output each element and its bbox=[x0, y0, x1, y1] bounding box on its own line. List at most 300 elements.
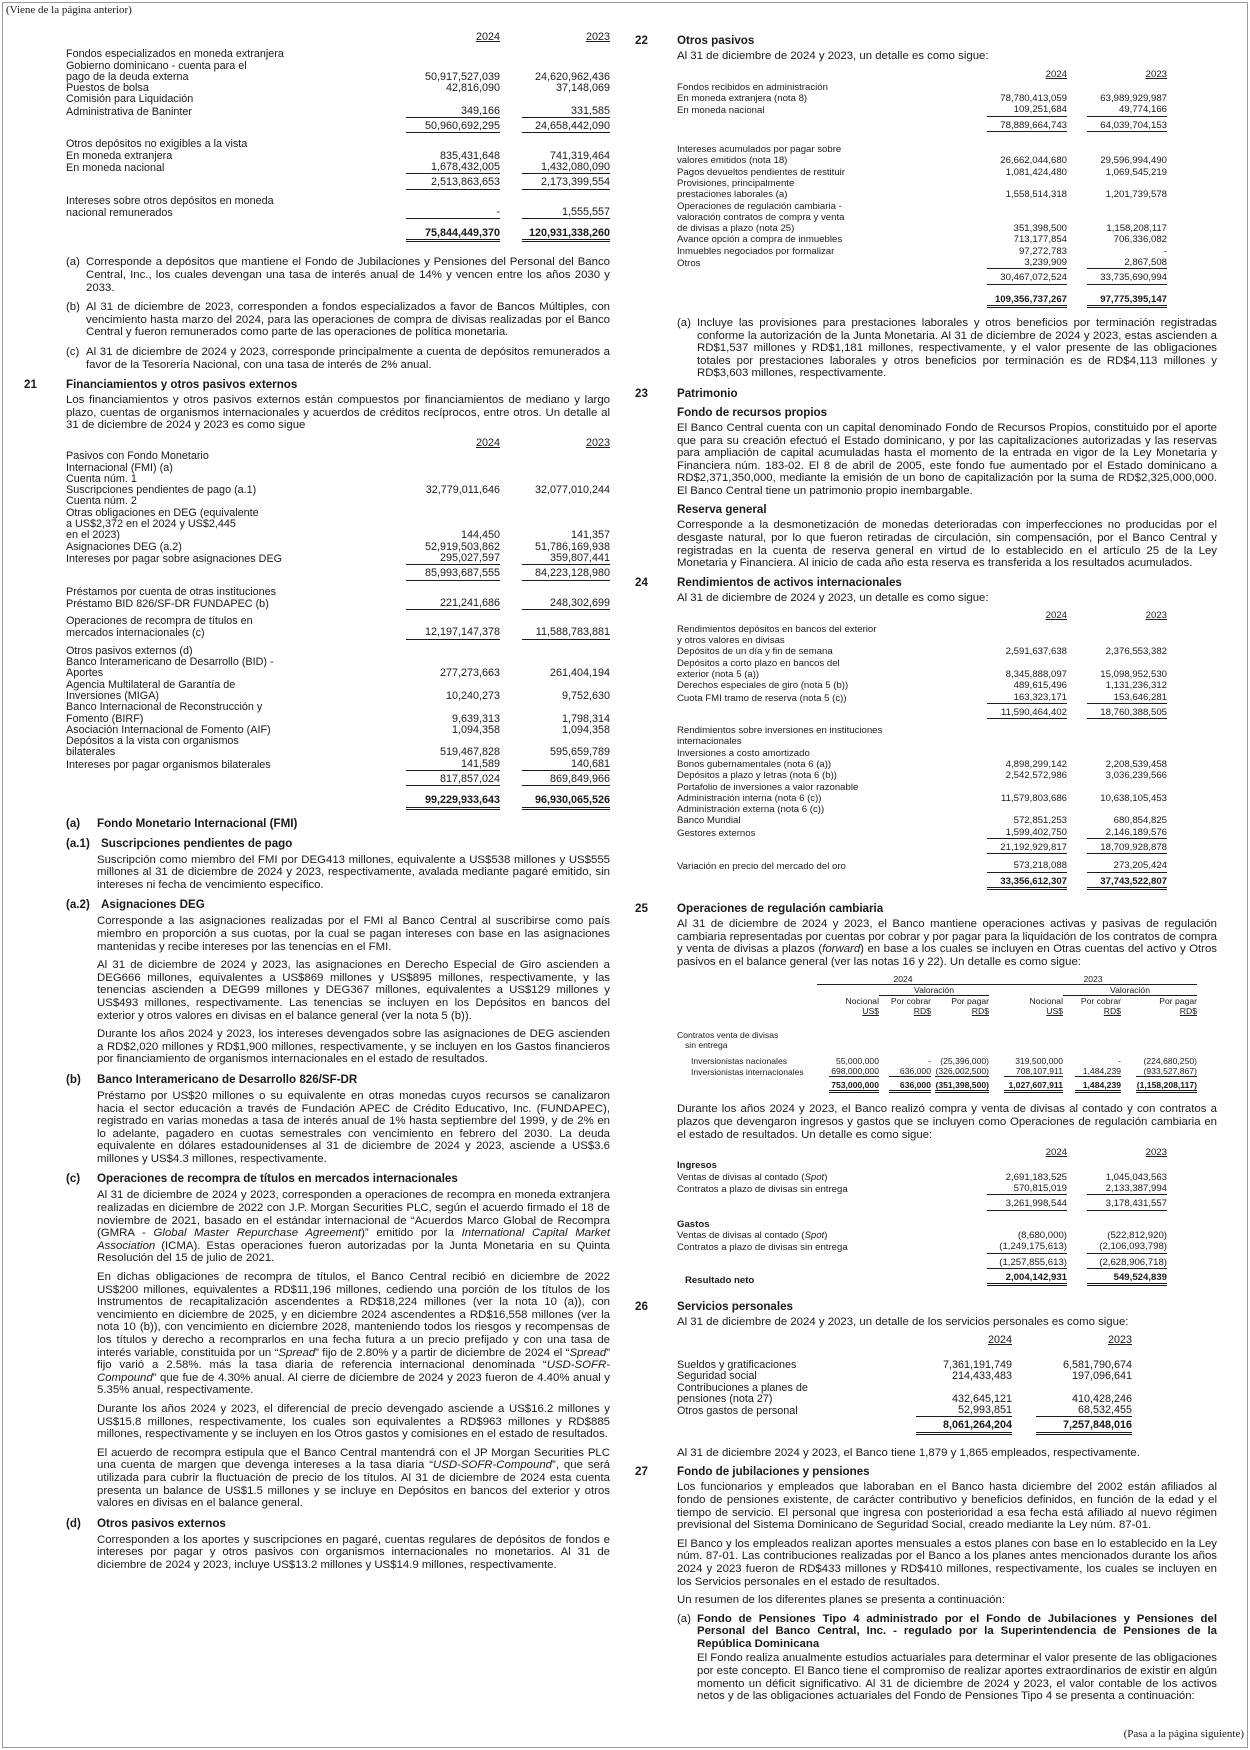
row-value-2024 bbox=[967, 658, 1067, 669]
table-row bbox=[677, 189, 1167, 200]
row-value-2024: 349,166 bbox=[382, 106, 500, 118]
table-row bbox=[677, 155, 1167, 166]
note-b-paragraph: Préstamo por US$20 millones o su equivalente en otras monedas cuyos recursos se canalizaron hacia el sector educación a través de Fundación APEC de Crédito Educativo, Inc. (FUNDAPEC), registrado en varias monedas a tasa de interés anual de 1% hasta septiembre del 1999, y de 2% en lo adelante, pagadero en cuotas semestrales con vencimiento en febrero del 2030. La deuda equivalente en dólares estadounidenses al 31 de diciembre de 2024 y 2023, asciende a US$3.6 millones y US$4.3 millones, respectivamente. bbox=[97, 1089, 610, 1165]
table-row bbox=[677, 269, 1167, 284]
row-value-2024: 1,599,402,750 bbox=[967, 827, 1067, 839]
left-column bbox=[24, 31, 611, 1578]
table-row bbox=[66, 747, 610, 758]
row-value-2024 bbox=[967, 804, 1067, 815]
row-label bbox=[66, 118, 382, 133]
section-21-title: 21 Financiamientos y otros pasivos externos bbox=[24, 378, 298, 392]
row-value-2023: 1,094,358 bbox=[561, 723, 610, 736]
row-value-2024 bbox=[967, 782, 1067, 793]
table-row bbox=[66, 106, 610, 118]
row-label: Intereses acumulados por pagar sobre bbox=[677, 144, 842, 156]
row-value-2023 bbox=[1067, 736, 1167, 747]
row-value-2023: 706,336,082 bbox=[1113, 234, 1167, 246]
section-26-intro: Al 31 de diciembre de 2024 y 2023, un detalle de los servicios personales es como sigue: bbox=[677, 1316, 1129, 1329]
note-a2-paragraph-3: Durante los años 2024 y 2023, los intereses devengados sobre las asignaciones de DEG ascienden a RD$2,020 millones y RD$1,900 millones, respectivamente, y se incluyen en los Gastos financieros por financiamiento de organismos internacionales en el estado de resultados. bbox=[97, 1028, 610, 1066]
row-label: bilaterales bbox=[66, 746, 116, 759]
row-value-2024: 78,780,413,059 bbox=[1000, 93, 1067, 105]
row-label: Fondos especializados en moneda extranjera bbox=[66, 48, 284, 61]
row-value-2024 bbox=[382, 508, 500, 519]
row-value-2024: 572,851,253 bbox=[1013, 815, 1067, 827]
personnel-services-table: 2024 2023 Sueldos y gratificaciones 7,361,191,749 6,581,790,674 Seguridad social 214,433,483 197,096,641 Contribuciones a planes de pensiones (nota 27) 432,645,121 410,428,246 Otros gastos de personal 52,993,851 68,532,455 8,061,264,204 7,257,848,016 bbox=[677, 1335, 1217, 1435]
continued-to-note: (Pasa a la página siguiente) bbox=[1123, 1728, 1244, 1740]
row-label: Otros bbox=[677, 258, 701, 270]
section-24-intro: Al 31 de diciembre de 2024 y 2023, un detalle es como sigue: bbox=[677, 591, 989, 604]
row-value-2024: 33,356,612,307 bbox=[967, 873, 1067, 890]
row-value-2024 bbox=[382, 49, 500, 60]
table-row bbox=[66, 759, 610, 771]
table-row bbox=[66, 151, 610, 162]
section-25-paragraph-2: Durante los años 2024 y 2023, el Banco realizó compra y venta de divisas al contado y con contratos a plazos que devengaron ingresos y gastos que se incluyen como Operaciones de regulación cambiaria en el estado de resultados. Un detalle es como sigue: bbox=[677, 1103, 1217, 1141]
own-resources-paragraph: El Banco Central cuenta con un capital denominado Fondo de Recursos Propios, constituido por el aporte que para su creación efectuó el Estado dominicano, y por las capitalizaciones autorizadas y las reservas para ampliación de capital acumuladas hasta el momento de la entrada en vigor de la Ley Monetaria y Financiera núm. 183-02. El 8 de abril de 2005, este fondo fue aumentado por el Estado dominicano a RD$2,371,350,000, mediante la emisión de un bono de capitalización por la suma de RD$2,325,000,000. El Banco Central tiene un patrimonio propio inembargable. bbox=[677, 421, 1217, 497]
row-value-2024: 50,960,692,295 bbox=[382, 118, 500, 133]
row-value-2023 bbox=[1067, 82, 1167, 93]
row-value-2023: 3,036,239,566 bbox=[1105, 770, 1167, 782]
row-value-2023: 15,098,952,530 bbox=[1100, 668, 1167, 680]
row-value-2023 bbox=[1067, 782, 1167, 793]
row-label bbox=[66, 792, 382, 809]
row-value-2024: 1,094,358 bbox=[451, 723, 500, 736]
table-row bbox=[677, 748, 1167, 759]
row-label: Rendimientos sobre inversiones en instituciones bbox=[677, 725, 883, 737]
row-value-2024: 489,615,496 bbox=[1013, 680, 1067, 692]
section-26-title: 26 Servicios personales bbox=[635, 1300, 793, 1314]
row-value-2024: 817,857,024 bbox=[382, 771, 500, 786]
note-a1-title: (a.1) Suscripciones pendientes de pago bbox=[66, 836, 293, 850]
table-row bbox=[677, 93, 1167, 104]
table-row bbox=[677, 291, 1167, 308]
section-22-note-a: (a) Incluye las provisiones para prestaciones laborales y otros beneficios por terminación registradas conforme la autorización de la Junta Monetaria. Al 31 de diciembre de 2024 y 2023, estas ascienden a RD$1,537 millones y RD$1,181 millones, respectivamente, y el valor presente de las obligaciones totales por prestaciones laborales y otros beneficios por terminación es de RD$4,113 millones y RD$3,603 millones, respectivamente. bbox=[677, 316, 1217, 380]
row-value-2023: 680,854,825 bbox=[1113, 815, 1167, 827]
row-value-2024: 26,662,044,680 bbox=[1000, 155, 1067, 167]
row-value-2023: 120,931,338,260 bbox=[500, 225, 610, 242]
row-value-2023: 2,146,189,576 bbox=[1067, 827, 1167, 839]
row-label: Operaciones de regulación cambiaria - bbox=[677, 200, 842, 212]
row-value-2023: 331,585 bbox=[500, 106, 610, 118]
table-row bbox=[66, 139, 610, 150]
table-row bbox=[677, 257, 1167, 269]
row-value-2024: 42,816,090 bbox=[445, 82, 500, 95]
row-value-2023: 84,223,128,980 bbox=[500, 565, 610, 580]
row-label: Rendimientos depósitos en bancos del exterior bbox=[677, 623, 877, 635]
row-label: Operaciones de recompra de títulos en bbox=[66, 615, 253, 628]
row-value-2023 bbox=[1067, 201, 1167, 212]
table-row bbox=[677, 827, 1167, 839]
forward-contracts-table: 2024 2023 Valoración Valoración Nocional Por cobrar Por pagar Nocional Por cobrar Por pagar US$ RD$ RD$ US$ RD$ RD$ Contratos venta de divisas sin entrega Inversionistas nacionales 55,000,000 - (25,396,000) 319,500,000 - (224,680,250) Inversionistas internacionales 698,000,000 636,000 (326,002,500) 708,107,911 1,484,239 (933,527,867) 753,000,000 636,000 (351,398,500) 1,027,607,911 1,484,239 (1,158,208,117) bbox=[677, 974, 1217, 1093]
row-value-2024: 8,061,264,204 bbox=[892, 1417, 1012, 1434]
note-b-title: (b) Banco Interamericano de Desarrollo 826/SF-DR bbox=[66, 1072, 358, 1086]
note-a2-paragraph-1: Corresponde a las asignaciones realizadas por el FMI al Banco Central al suscribirse como país miembro en proporción a sus cuotas, por la cual se pagan intereses con base en las asignaciones mantenidas y recibe intereses por las tenencias en el FMI. bbox=[97, 915, 610, 953]
row-label: En moneda nacional bbox=[66, 161, 165, 174]
table-row bbox=[677, 704, 1167, 719]
row-label: Puestos de bolsa bbox=[66, 82, 149, 95]
row-label: Pagos devueltos pendientes de restituir bbox=[677, 166, 845, 178]
row-value-2024 bbox=[967, 725, 1067, 736]
row-label: Comisión para Liquidación bbox=[66, 93, 194, 106]
row-value-2023 bbox=[500, 508, 610, 519]
pension-fund-type-4: (a) Fondo de Pensiones Tipo 4 administrado por el Fondo de Jubilaciones y Pensiones del Personal del Banco Central, Inc. - regulado por la Superintendencia de Pensiones de la República Dominicana El Fondo realiza anualmente estudios actuariales para determinar el valor presente de las obligaciones por este concepto. El Banco tiene el compromiso de realizar aportes extraordinarios de existir en algún momento un déficit significativo. Al 31 de diciembre de 2024 y 2023, el valor contable de los activos netos y de las obligaciones actuariales del Fondo de Pensiones Tipo 4 se presenta a continuación: bbox=[677, 1612, 1217, 1703]
table-row bbox=[66, 174, 610, 189]
row-label: Banco Mundial bbox=[677, 815, 741, 827]
row-value-2024: 2,513,863,653 bbox=[382, 174, 500, 189]
row-label: Seguridad social bbox=[677, 1370, 757, 1383]
row-value-2024: 141,589 bbox=[382, 759, 500, 771]
row-label: en el 2023) bbox=[66, 529, 121, 542]
row-value-2023: 273,205,424 bbox=[1067, 860, 1167, 872]
row-value-2024: 295,027,597 bbox=[382, 553, 500, 565]
row-label: Pasivos con Fondo Monetario bbox=[66, 450, 209, 463]
row-label: prestaciones laborales (a) bbox=[677, 189, 788, 201]
table-row bbox=[66, 463, 610, 474]
row-label: Fomento (BIRF) bbox=[66, 712, 144, 725]
row-label: de divisas a plazo (nota 25) bbox=[677, 223, 795, 235]
table-row bbox=[677, 1405, 1132, 1417]
row-label: Suscripciones pendientes de pago (a.1) bbox=[66, 484, 257, 497]
row-value-2024 bbox=[382, 196, 500, 207]
section-22-intro: Al 31 de diciembre de 2024 y 2023, un detalle es como sigue: bbox=[677, 50, 989, 62]
row-label: a US$2,372 en el 2024 y US$2,445 bbox=[66, 518, 236, 531]
row-value-2023 bbox=[1067, 624, 1167, 635]
row-label bbox=[677, 873, 967, 890]
section-24-title: 24 Rendimientos de activos internacionales bbox=[635, 575, 902, 589]
table-row bbox=[677, 624, 1167, 635]
note-d-paragraph: Corresponden a los aportes y suscripciones en pagaré, cuentas regulares de depósitos de fondos e intereses por pagar y otros pasivos con organismos internacionales no monetarios. Al 31 de diciembre de 2024 y 2023, incluye US$13.2 millones y US$14.9 millones, respectivamente. bbox=[97, 1533, 610, 1571]
row-value-2023: 595,659,789 bbox=[549, 746, 610, 759]
row-value-2024: 713,177,854 bbox=[1013, 234, 1067, 246]
row-label: Préstamo BID 826/SF-DR FUNDAPEC (b) bbox=[66, 597, 269, 610]
row-value-2024 bbox=[967, 212, 1067, 223]
row-value-2024: 32,779,011,646 bbox=[425, 484, 500, 497]
row-value-2024: 1,558,514,318 bbox=[1005, 189, 1067, 201]
row-value-2023: 32,077,010,244 bbox=[534, 484, 610, 497]
row-value-2023: 97,775,395,147 bbox=[1067, 291, 1167, 308]
row-label: Otros depósitos no exigibles a la vista bbox=[66, 138, 248, 151]
row-label: Intereses por pagar sobre asignaciones DEG bbox=[66, 552, 283, 565]
table-row bbox=[677, 815, 1167, 826]
row-value-2023: 2,376,553,382 bbox=[1105, 646, 1167, 658]
fx-results-table: 2024 2023 Ingresos Ventas de divisas al contado (Spot) 2,691,183,525 1,045,043,563 Contratos a plazo de divisas sin entrega 570,815,019 2,133,387,994 3,261,998,544 3,178,431,557 Gastos Ventas de divisas al contado (Spot) (8,680,000) (522,812,920) Contratos a plazo de divisas sin entrega (1,249,175,613) (2,106,093,798) (1,257,855,613) (2,628,906,718) Resultado neto 2,004,142,931 549,524,839 bbox=[677, 1147, 1167, 1286]
row-label: Contribuciones a planes de bbox=[677, 1381, 808, 1394]
row-value-2024: 4,898,299,142 bbox=[1005, 759, 1067, 770]
note-c-paragraph-2: En dichas obligaciones de recompra de títulos, el Banco Central recibió en diciembre de 2022 US$200 millones, equivalentes a RD$11,196 millones, cediendo una porción de los títulos de los Instrumentos de recapitalización ascendentes a RD$18,224 millones (ver la nota 10 (a)), con vencimiento en diciembre de 2025, y en diciembre 2024 ascendentes a RD$16,558 millones (ver la nota 10 (b)), con vencimiento en diciembre 2028, manteniendo todos los riesgos y recompensas de los títulos y derecho a recomprarlos en una fecha futura a un precio prefijado y con una tasa de interés variable, constituida por un “Spread” fijo de 2.80% y a partir de diciembre de 2024 el “Spread” fijo varió a 2.58%. más la tasa diaria de referencia internacional denominada “USD-SOFR-Compound” que fue de 4.30% anual. Al cierre de diciembre de 2024 y 2023 fueron de 4.40% anual y 5.35% anual, respectivamente. bbox=[97, 1271, 610, 1397]
row-value-2023: 7,257,848,016 bbox=[1012, 1417, 1132, 1434]
row-value-2023: - bbox=[1163, 245, 1167, 257]
table-row bbox=[66, 616, 610, 627]
note-d-title: (d) Otros pasivos externos bbox=[66, 1516, 226, 1530]
section-27-title: 27 Fondo de jubilaciones y pensiones bbox=[635, 1465, 870, 1479]
row-value-2023: 10,638,105,453 bbox=[1100, 792, 1167, 804]
table-row bbox=[677, 669, 1167, 680]
row-label: Cuota FMI tramo de reserva (nota 5 (c)) bbox=[677, 692, 847, 704]
row-label: internacionales bbox=[677, 736, 742, 748]
row-value-2023 bbox=[500, 646, 610, 657]
row-value-2023: 24,620,962,436 bbox=[534, 70, 610, 83]
table-row bbox=[677, 1417, 1132, 1434]
row-value-2024: 11,590,464,402 bbox=[967, 704, 1067, 719]
row-label bbox=[677, 117, 967, 132]
row-value-2023 bbox=[500, 451, 610, 462]
row-value-2024: 75,844,449,370 bbox=[382, 225, 500, 242]
row-label: Derechos especiales de giro (nota 5 (b)) bbox=[677, 680, 849, 692]
row-value-2023: 64,039,704,153 bbox=[1067, 117, 1167, 132]
general-reserve-paragraph: Corresponde a la desmonetización de monedas deterioradas con imperfecciones no producidas por el desgaste natural, por lo que fueron retiradas de circulación, sin compensación, por el Banco Central y registradas en la cuenta de reserva general en virtud de lo establecido en el artículo 25 de la Ley Monetaria y Financiera. Al inicio de cada año esta reserva es transferida a los resultados acumulados. bbox=[677, 519, 1217, 570]
row-value-2023 bbox=[1067, 212, 1167, 223]
table-row bbox=[677, 223, 1167, 234]
row-label: Inversiones a costo amortizado bbox=[677, 747, 810, 759]
row-label: Internacional (FMI) (a) bbox=[66, 461, 173, 474]
row-value-2023 bbox=[1067, 635, 1167, 646]
table-row bbox=[66, 519, 610, 530]
row-label: En moneda extranjera (nota 8) bbox=[677, 93, 808, 105]
deposit-note-c: (c) Al 31 de diciembre de 2024 y 2023, corresponde principalmente a cuenta de depósitos remunerados a favor de la Tesorería Nacional, con una tasa de interés de 2% anual. bbox=[66, 346, 610, 371]
row-value-2024 bbox=[967, 82, 1067, 93]
row-value-2023: 410,428,246 bbox=[1071, 1392, 1132, 1405]
section-26-outro: Al 31 de diciembre 2024 y 2023, el Banco tiene 1,879 y 1,865 empleados, respectivamente. bbox=[677, 1446, 1140, 1459]
row-value-2024: 99,229,933,643 bbox=[382, 792, 500, 809]
right-column bbox=[635, 32, 1218, 1710]
table-row bbox=[66, 792, 610, 809]
row-label bbox=[66, 174, 382, 189]
financing-table: 2024 2023 Pasivos con Fondo Monetario Internacional (FMI) (a) Cuenta núm. 1 Suscripciones pendientes de pago (a.1) 32,779,011,646 32,077,010,244 Cuenta núm. 2 Otras obligaciones en DEG (equivalente a US$2,372 en el 2024 y US$2,445 en el 2023) 144,450 141,357 Asignaciones DEG (a.2) 52,919,503,862 51,786,169,938 Intereses por pagar sobre asignaciones DEG 295,027,597 359,807,441 85,993,687,555 84,223,128,980 Préstamos por cuenta de otras instituciones Préstamo BID 826/SF-DR FUNDAPEC (b) 221,241,686 248,302,699 Operaciones de recompra de títulos en mercados internacionales (c) 12,197,147,378 11,588,783,881 Otros pasivos externos (d) Banco Interamericano de Desarrollo (BID) - Aportes 277,273,663 261,404,194 Agencia Multilateral de Garantía de Inversiones (MIGA) 10,240,273 9,752,630 Banco Internacional de Reconstrucción y Fomento (BIRF) 9,639,313 1,798,314 Asociación Internacional de Fomento (AIF) 1,094,358 1,094,358 Depósitos a la vista con organismos bilaterales 519,467,828 595,659,789 Intereses por pagar organismos bilaterales 141,589 140,681 817,857,024 869,849,966 99,229,933,643 96,930,065,526 bbox=[66, 438, 610, 810]
row-label: Intereses por pagar organismos bilaterales bbox=[66, 758, 271, 771]
table-row bbox=[66, 207, 610, 219]
table-row bbox=[677, 82, 1167, 93]
table-row bbox=[677, 167, 1167, 178]
row-value-2024: 30,467,072,524 bbox=[967, 269, 1067, 284]
row-label bbox=[677, 291, 967, 308]
table-row bbox=[66, 657, 610, 668]
row-value-2024: 144,450 bbox=[460, 529, 500, 542]
row-label: valoración contratos de compra y venta bbox=[677, 211, 845, 223]
row-value-2023: 1,069,545,219 bbox=[1105, 166, 1167, 178]
row-value-2023: 68,532,455 bbox=[1012, 1405, 1132, 1417]
row-value-2024: 7,361,191,749 bbox=[942, 1358, 1012, 1371]
row-label: Fondos recibidos en administración bbox=[677, 81, 828, 93]
row-value-2023: 741,319,464 bbox=[549, 149, 610, 162]
row-value-2023: 1,432,080,090 bbox=[500, 162, 610, 174]
table-row bbox=[677, 212, 1167, 223]
row-label: Otros gastos de personal bbox=[677, 1405, 798, 1418]
row-value-2023: 29,596,994,490 bbox=[1100, 155, 1167, 167]
deposit-note-a: (a) Corresponde a depósitos que mantiene el Fondo de Jubilaciones y Pensiones del Personal del Banco Central, Inc., los cuales devengan una tasa de interés anual de 14% y vencen entre los años 2030 y 2033. bbox=[66, 256, 610, 294]
row-value-2023 bbox=[1067, 658, 1167, 669]
section-22-title: 22 Otros pasivos bbox=[635, 34, 755, 47]
note-a2-paragraph-2: Al 31 de diciembre de 2024 y 2023, las asignaciones en Derecho Especial de Giro ascienden a DEG666 millones, equivalentes a US$869 millones y US$895 millones, respectivamente, y las tenencias ascienden a DEG99 millones y DEG367 millones, equivalentes a US$129 millones y US$493 millones, respectivamente. Las tenencias se incluyen en los Depósitos en bancos del exterior y otros valores en divisas en el balance general (ver la nota 5 (b)). bbox=[97, 959, 610, 1022]
row-value-2024: 221,241,686 bbox=[382, 598, 500, 610]
row-value-2024 bbox=[967, 178, 1067, 189]
table-row bbox=[66, 196, 610, 207]
row-label: Cuenta núm. 1 bbox=[66, 472, 137, 485]
deposits-table bbox=[66, 32, 610, 242]
row-label: Inversiones (MIGA) bbox=[66, 689, 159, 702]
row-value-2024: 1,678,432,005 bbox=[382, 162, 500, 174]
table-row bbox=[66, 627, 610, 639]
row-value-2023: 96,930,065,526 bbox=[500, 792, 610, 809]
row-label: Otros pasivos externos (d) bbox=[66, 644, 193, 657]
row-label bbox=[66, 225, 382, 242]
row-value-2024 bbox=[967, 624, 1067, 635]
row-value-2024: 52,993,851 bbox=[892, 1405, 1012, 1417]
table-row bbox=[677, 246, 1167, 257]
table-row bbox=[677, 646, 1167, 657]
row-value-2024: 109,251,684 bbox=[967, 104, 1067, 116]
row-value-2023: 33,735,690,994 bbox=[1067, 269, 1167, 284]
table-row bbox=[677, 658, 1167, 669]
table-row bbox=[66, 668, 610, 679]
table-row bbox=[66, 94, 610, 105]
row-value-2023: 37,148,069 bbox=[555, 82, 610, 95]
row-value-2023: 359,807,441 bbox=[500, 553, 610, 565]
row-label: mercados internacionales (c) bbox=[66, 627, 205, 640]
row-value-2024: 163,323,171 bbox=[967, 692, 1067, 704]
row-value-2024: 2,542,572,986 bbox=[1005, 770, 1067, 782]
table-row bbox=[677, 1371, 1132, 1382]
row-label: Depósitos a corto plazo en bancos del bbox=[677, 657, 840, 669]
row-label: Bonos gubernamentales (nota 6 (a)) bbox=[677, 759, 832, 770]
table-row bbox=[66, 225, 610, 242]
table-row bbox=[677, 770, 1167, 781]
row-value-2024 bbox=[967, 748, 1067, 759]
row-value-2024: 8,345,888,097 bbox=[1005, 668, 1067, 680]
row-value-2023: 1,555,557 bbox=[500, 207, 610, 219]
general-reserve-subtitle: Reserva general bbox=[677, 503, 767, 517]
note-c-paragraph-3: Durante los años 2024 y 2023, el diferencial de precio devengado asciende a US$16.2 millones y US$15.8 millones, respectivamente, los cuales son equivalentes a RD$963 millones y RD$885 millones, respectivamente y se incluyen en los Otros gastos y comisiones en el estado de resultados. bbox=[97, 1402, 610, 1441]
row-value-2023: 153,646,281 bbox=[1067, 692, 1167, 704]
row-label: Depósitos a plazo y letras (nota 6 (b)) bbox=[677, 770, 837, 782]
row-label: Agencia Multilateral de Garantía de bbox=[66, 678, 236, 691]
row-label: En moneda nacional bbox=[677, 105, 765, 117]
row-label: Administrativa de Baninter bbox=[66, 105, 193, 118]
row-value-2023: 51,786,169,938 bbox=[534, 540, 610, 553]
row-label: y otros valores en divisas bbox=[677, 635, 785, 647]
row-value-2024: 109,356,737,267 bbox=[967, 291, 1067, 308]
table-row bbox=[677, 759, 1167, 770]
row-value-2024: 85,993,687,555 bbox=[382, 565, 500, 580]
table-row bbox=[66, 702, 610, 713]
row-value-2023: 248,302,699 bbox=[500, 598, 610, 610]
row-value-2024: 835,431,648 bbox=[439, 149, 500, 162]
table-row bbox=[677, 873, 1167, 890]
row-value-2024: 573,218,088 bbox=[967, 860, 1067, 872]
row-value-2024 bbox=[967, 736, 1067, 747]
note-c-paragraph-1: Al 31 de diciembre de 2024 y 2023, corresponden a operaciones de recompra en moneda extranjera realizadas en diciembre de 2022 con J.P. Morgan Securities PLC, según el acuerdo firmado el 18 de noviembre de 2021, basado en el estándar internacional de “Acuerdos Marco Global de Recompra (GMRA - Global Master Repurchase Agreement)” emitido por la International Capital Market Association (ICMA). Estas operaciones fueron autorizadas por la Junta Monetaria en su Quinta Resolución del 15 de julio de 2021. bbox=[97, 1189, 611, 1265]
row-label: Banco Interamericano de Desarrollo (BID) - bbox=[66, 656, 274, 669]
row-value-2024: 97,272,783 bbox=[1018, 245, 1067, 257]
row-label: Banco Internacional de Reconstrucción y bbox=[66, 701, 263, 714]
row-label: Depósitos a la vista con organismos bbox=[66, 735, 239, 748]
row-value-2024 bbox=[967, 144, 1067, 155]
table-row bbox=[677, 234, 1167, 245]
table-row bbox=[677, 201, 1167, 212]
row-label: Gestores externos bbox=[677, 827, 756, 839]
note-c-paragraph-4: El acuerdo de recompra estipula que el Banco Central mantendrá con el JP Morgan Securities PLC una cuenta de margen que devenga intereses a la tasa diaria “USD-SOFR-Compound”, que será utilizada para cubrir la fluctuación de precio de los títulos. Al 31 de diciembre de 2024 esta cuenta presenta un balance de US$1.5 millones y se incluye en Depósitos en bancos del exterior y otros valores en divisas en el balance general. bbox=[97, 1446, 611, 1510]
table-row bbox=[66, 598, 610, 610]
row-value-2023: 141,357 bbox=[570, 529, 610, 542]
section-27-paragraph-2: El Banco y los empleados realizan aportes mensuales a estos planes con base en lo establecido en la Ley núm. 87-01. Las contribuciones realizadas por el Banco a los planes antes mencionados durante los años 2024 y 2023 fueron de RD$433 millones y RD$410 millones, respectivamente, los cuales se incluyen en los Servicios personales en el estado de resultados. bbox=[677, 1537, 1217, 1588]
row-value-2024: 432,645,121 bbox=[951, 1392, 1012, 1405]
row-value-2023: 1,158,208,117 bbox=[1106, 223, 1167, 235]
table-row bbox=[677, 117, 1167, 132]
table-row bbox=[677, 635, 1167, 646]
row-label bbox=[677, 839, 967, 854]
row-label bbox=[677, 269, 967, 284]
row-value-2024 bbox=[382, 463, 500, 474]
table-row bbox=[677, 839, 1167, 854]
row-label: valores emitidos (nota 18) bbox=[677, 155, 788, 167]
row-value-2023: 49,774,166 bbox=[1067, 104, 1167, 116]
row-value-2023 bbox=[1067, 748, 1167, 759]
row-label: pago de la deuda externa bbox=[66, 70, 189, 83]
table-row bbox=[66, 771, 610, 786]
table-row bbox=[677, 104, 1167, 116]
row-value-2023 bbox=[1067, 178, 1167, 189]
row-value-2024: 351,398,500 bbox=[1013, 223, 1067, 235]
table-row bbox=[66, 485, 610, 496]
row-value-2023: 37,743,522,807 bbox=[1067, 873, 1167, 890]
table-row bbox=[66, 530, 610, 541]
row-label: Portafolio de inversiones a valor razonable bbox=[677, 781, 859, 793]
row-label bbox=[66, 565, 382, 580]
international-assets-table: 2024 2023 Rendimientos depósitos en bancos del exterior y otros valores en divisas Depósitos de un día y fin de semana 2,591,637,638 2,376,553,382 Depósitos a corto plazo en bancos del exterior (nota 5 (a)) 8,345,888,097 15,098,952,530 Derechos especiales de giro (nota 5 (b)) 489,615,496 1,131,236,312 Cuota FMI tramo de reserva (nota 5 (c)) 163,323,171 153,646,281 11,590,464,402 18,760,388,505 Rendimientos sobre inversiones en instituciones internacionales Inversiones a costo amortizado Bonos gubernamentales (nota 6 (a)) 4,898,299,142 2,208,539,458 Depósitos a plazo y letras (nota 6 (b)) 2,542,572,986 3,036,239,566 Portafolio de inversiones a valor razonable Administración interna (nota 6 (c)) 11,579,803,686 10,638,105,453 Administración externa (nota 6 (c)) Banco Mundial 572,851,253 680,854,825 Gestores externos 1,599,402,750 2,146,189,576 21,192,929,817 18,709,928,878 Variación en precio del mercado del oro 573,218,088 273,205,424 33,356,612,307 37,743,522,807 bbox=[677, 610, 1217, 890]
row-label: En moneda extranjera bbox=[66, 149, 173, 162]
row-value-2023: 24,658,442,090 bbox=[500, 118, 610, 133]
row-value-2024: 21,192,929,817 bbox=[967, 839, 1067, 854]
own-resources-subtitle: Fondo de recursos propios bbox=[677, 405, 828, 419]
row-value-2023: 9,752,630 bbox=[561, 689, 610, 702]
forward-contract-row: Inversionistas nacionales 55,000,000 - (25,396,000) 319,500,000 - (224,680,250) bbox=[691, 1056, 1197, 1067]
row-value-2023 bbox=[1067, 804, 1167, 815]
row-value-2024: 3,239,909 bbox=[967, 257, 1067, 269]
section-27-paragraph-3: Un resumen de los diferentes planes se presenta a continuación: bbox=[677, 1594, 1005, 1607]
year-2024-header: 2024 bbox=[475, 31, 500, 43]
table-row bbox=[677, 725, 1167, 736]
row-value-2023 bbox=[1067, 144, 1167, 155]
table-row bbox=[677, 144, 1167, 155]
row-label: Otras obligaciones en DEG (equivalente bbox=[66, 506, 259, 519]
section-25-paragraph-1: Al 31 de diciembre de 2024 y 2023, el Banco mantiene operaciones activas y pasivas de regulación cambiaria representadas por cuentas por cobrar y por pagar para la liquidación de los contratos de compra y venta de divisas a plazos (forward) en base a los cuales se incluyen en Otras cuentas del activo y Otros pasivos en el balance general (ver las notas 16 y 22). Un detalle es como sigue: bbox=[677, 917, 1218, 968]
row-value-2024: 10,240,273 bbox=[445, 689, 500, 702]
note-a1-paragraph: Suscripción como miembro del FMI por DEG413 millones, equivalente a US$538 millones y US$555 millones al 31 de diciembre de 2024 y 2023, respectivamente, avalada mediante pagaré emitido, sin intereses ni fecha de vencimiento específico. bbox=[97, 853, 610, 891]
table-row bbox=[677, 680, 1167, 691]
section-21-intro: Los financiamientos y otros pasivos externos están compuestos por financiamientos de mediano y largo plazo, cuentas de organismos internacionales y acuerdos de créditos recíprocos, entre otros. Un detalle al 31 de diciembre de 2024 y 2023 es como sigue bbox=[66, 394, 610, 432]
row-label: Cuenta núm. 2 bbox=[66, 495, 137, 508]
row-value-2024: 1,081,424,480 bbox=[1005, 166, 1067, 178]
row-value-2024 bbox=[382, 646, 500, 657]
row-label: nacional remunerados bbox=[66, 206, 173, 219]
row-value-2023: 6,581,790,674 bbox=[1062, 1358, 1132, 1371]
row-label: Administración externa (nota 6 (c)) bbox=[677, 804, 825, 816]
row-value-2024: - bbox=[382, 207, 500, 219]
row-value-2023 bbox=[500, 463, 610, 474]
row-value-2023 bbox=[500, 496, 610, 507]
row-label: Asignaciones DEG (a.2) bbox=[66, 540, 182, 553]
row-value-2023: 869,849,966 bbox=[500, 771, 610, 786]
row-value-2024: 11,579,803,686 bbox=[1001, 792, 1067, 804]
table-row bbox=[677, 178, 1167, 189]
section-27-paragraph-1: Los funcionarios y empleados que laboraban en el Banco hasta diciembre del 2002 están afiliados al fondo de pensiones existente, de carácter contributivo y beneficios definidos, en función de la edad y el tiempo de servicio. El personal que ingresa con posterioridad a esa fecha está afiliado al nuevo régimen previsional del Sistema Dominicano de Seguridad Social, creado mediante la Ley núm. 87-01. bbox=[677, 1481, 1217, 1532]
forward-contract-total: 753,000,000 636,000 (351,398,500) 1,027,607,911 1,484,239 (1,158,208,117) bbox=[677, 1077, 1197, 1093]
row-value-2023: 2,208,539,458 bbox=[1105, 759, 1167, 770]
row-label: Asociación Internacional de Fomento (AIF) bbox=[66, 723, 271, 736]
row-value-2024: 12,197,147,378 bbox=[382, 627, 500, 639]
note-c-title: (c) Operaciones de recompra de títulos en mercados internacionales bbox=[66, 1172, 458, 1186]
row-label bbox=[66, 771, 382, 786]
row-value-2023: 1,131,236,312 bbox=[1105, 680, 1167, 692]
table-row bbox=[66, 553, 610, 565]
